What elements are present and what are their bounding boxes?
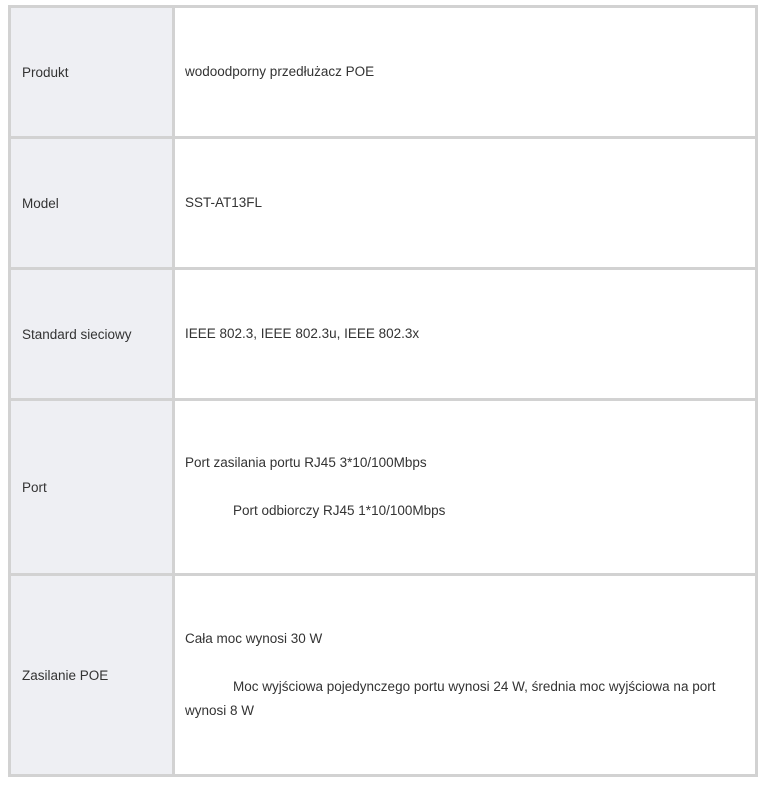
label-cell-product: Produkt: [10, 7, 174, 138]
value-text: SST-AT13FL: [185, 195, 263, 210]
table-row-model: [10, 138, 757, 269]
value-text: IEEE 802.3, IEEE 802.3u, IEEE 802.3x: [185, 326, 420, 341]
table-row-port: [10, 400, 757, 575]
value-cell-model: [174, 138, 757, 269]
value-text: Moc wyjściowa pojedynczego portu wynosi 24 W, średnia moc wyjściowa na port wynosi 8 W: [185, 679, 716, 718]
label-cell-network-standard: Standard sieciowy: [10, 269, 174, 400]
label-cell-poe-power: Zasilanie POE: [10, 575, 174, 776]
table-row-product: [10, 7, 757, 138]
value-text: Port odbiorczy RJ45 1*10/100Mbps: [233, 503, 446, 518]
value-cell-poe-power: [174, 575, 757, 776]
label-cell-model: Model: [10, 138, 174, 269]
value-text: Port zasilania portu RJ45 3*10/100Mbps: [185, 455, 427, 470]
value-cell-product: [174, 7, 757, 138]
table-row-poe-power: [10, 575, 757, 776]
spec-table: [8, 5, 758, 777]
value-text: Cała moc wynosi 30 W: [185, 631, 323, 646]
table-row-network-standard: [10, 269, 757, 400]
value-text: wodoodporny przedłużacz POE: [185, 64, 375, 79]
label-cell-port: Port: [10, 400, 174, 575]
value-cell-port: [174, 400, 757, 575]
value-cell-network-standard: [174, 269, 757, 400]
